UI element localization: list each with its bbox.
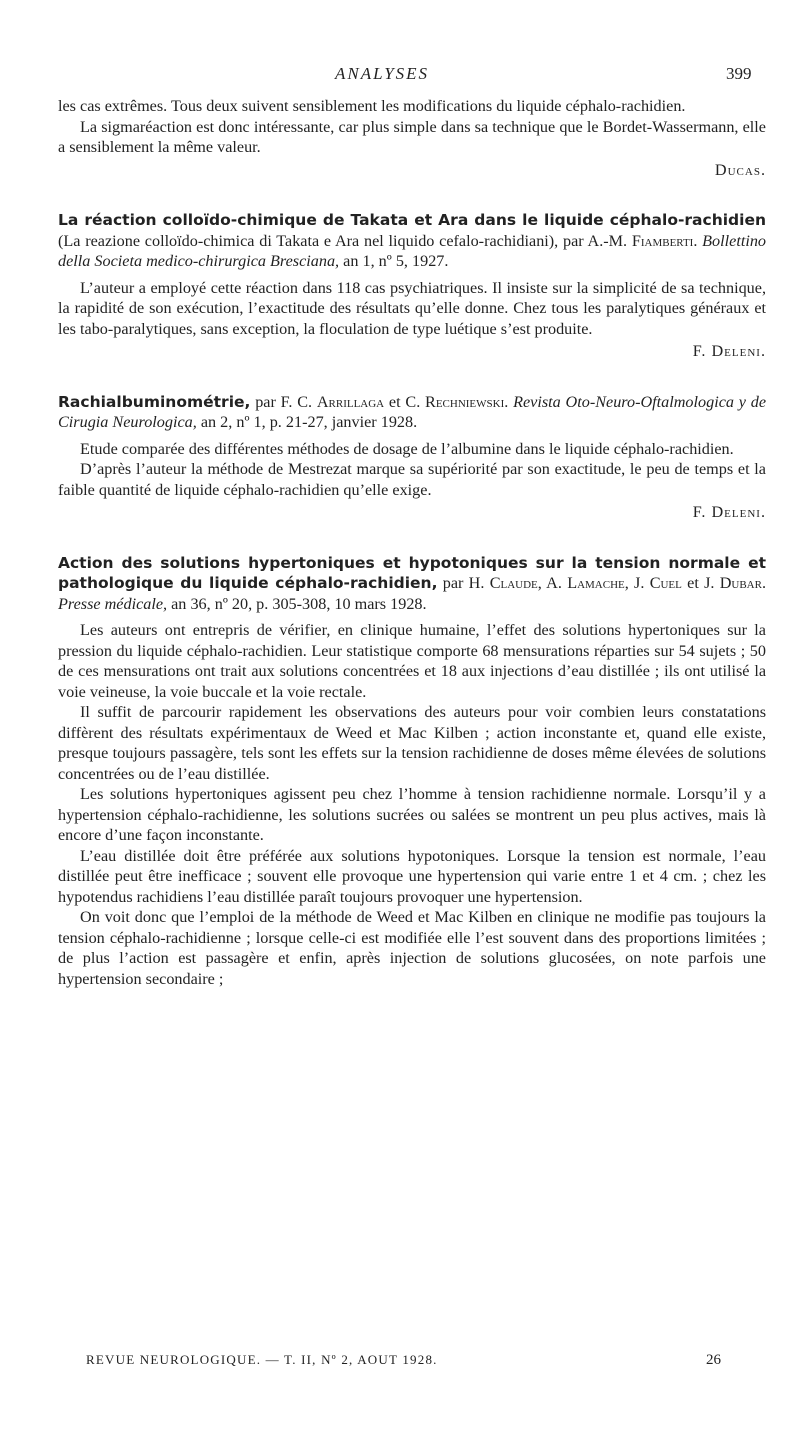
reference-text: par H.: [437, 574, 490, 592]
reference-text: an 1, nº 5, 1927.: [339, 252, 449, 270]
page-header: [0, 64, 800, 88]
paragraph: La sigmaréaction est donc intéressante, car plus simple dans sa technique que le Bordet-Wassermann, elle a sensiblement la même valeur.: [58, 117, 766, 156]
reference-text: et C.: [384, 392, 426, 411]
page-content: [58, 96, 766, 989]
author-name: Arrillaga: [316, 392, 385, 411]
signature: F. Deleni.: [692, 342, 766, 360]
paragraph: les cas extrêmes. Tous deux suivent sensiblement les modifications du liquide céphalo-rachidien.: [58, 97, 686, 115]
paragraph: Etude comparée des différentes méthodes de dosage de l’albumine dans le liquide céphalo-rachidien.: [80, 439, 734, 458]
running-title: ANALYSES: [335, 64, 430, 83]
reference-text: an 2, nº 1, p. 21-27, janvier 1928.: [196, 413, 418, 431]
printer-signature-mark: 26: [706, 1352, 721, 1368]
author-name: Cuel: [649, 574, 682, 592]
article-title: Action des solutions hypertoniques et hypotoniques sur la tension normale et pathologique du liquide céphalo-rachidien,: [58, 553, 766, 592]
article-solutions-hypertoniques: [58, 553, 766, 990]
author-name: Fiamberti: [631, 231, 694, 250]
article-title: Rachialbuminométrie,: [58, 392, 251, 411]
article-rachialbuminometrie: [58, 392, 766, 523]
author-name: Rechniewski: [425, 392, 505, 411]
paragraph: Les auteurs ont entrepris de vérifier, en clinique humaine, l’effet des solutions hypertoniques sur la pression du liquide céphalo-rachidien. Leur statistique comporte 68 mensurations réparties sur 54 sujets ; 50 de ces mensurations ont trait aux solutions concentrées et 18 aux injections d’eau distillée ; ils ont utilisé la voie veineuse, la voie buccale et la voie rectale.: [58, 621, 766, 701]
author-name: Lamache: [567, 574, 625, 592]
article-heading: [58, 392, 766, 433]
footer-journal-line: REVUE NEUROLOGIQUE. — T. II, Nº 2, AOUT 1928.: [86, 1352, 438, 1367]
signature: Ducas.: [714, 160, 766, 179]
page-number: 399: [726, 64, 752, 83]
journal-name: Bollettino della Societa medico-chirurgica Bresciana,: [58, 231, 767, 270]
article-heading: [58, 553, 766, 615]
reference-text: .: [761, 574, 767, 592]
paragraph: Il suffit de parcourir rapidement les observations des auteurs pour voir combien leurs constatations diffèrent des résultats expérimentaux de Weed et Mac Kilben ; action inconstante et, quand elle existe, presque toujours passagère, tels sont les effets sur la tension rachidienne de doses même élevées de solutions concentrées ou de l’eau distillée.: [58, 703, 766, 783]
continuation-section: [58, 96, 766, 180]
journal-name: Revista Oto-Neuro-Oftalmologica y de Cirugia Neurologica,: [58, 392, 767, 431]
reference-text: .: [504, 392, 514, 411]
paragraph: D’après l’auteur la méthode de Mestrezat marque sa supériorité par son exactitude, le peu de temps et la faible quantité de liquide céphalo-rachidien qu’elle exige.: [58, 460, 766, 499]
reference-text: (La reazione colloïdo-chimica di Takata e Ara nel liquido cefalo-rachidiani), par A.-M.: [58, 231, 632, 250]
article-title: La réaction colloïdo-chimique de Takata et Ara dans le liquide céphalo-rachidien: [58, 211, 766, 229]
journal-name: Presse médicale,: [58, 594, 168, 613]
reference-text: an 36, nº 20, p. 305-308, 10 mars 1928.: [167, 594, 427, 613]
article-heading: [58, 210, 766, 272]
reference-text: par F. C.: [250, 392, 317, 411]
reference-text: , J.: [624, 574, 650, 592]
signature: F. Deleni.: [692, 503, 766, 521]
paragraph: L’auteur a employé cette réaction dans 118 cas psychiatriques. Il insiste sur la simplicité de sa technique, la rapidité de son exécution, l’exactitude des résultats qu’elle donne. Chez tous les paralytiques généraux et les tabo-paralytiques, sans exception, la floculation de type luétique s’est produite.: [58, 278, 766, 338]
reference-text: , A.: [537, 574, 568, 592]
page-footer: [0, 1352, 800, 1374]
paragraph: On voit donc que l’emploi de la méthode de Weed et Mac Kilben en clinique ne modifie pas toujours la tension céphalo-rachidienne ; lorsque celle-ci est modifiée elle l’est souvent dans des proportions limitées ; de plus l’action est passagère et enfin, après injection de solutions glucosées, on note parfois une hypertension secondaire ;: [58, 908, 766, 988]
author-name: Claude: [489, 574, 538, 592]
paragraph: L’eau distillée doit être préférée aux solutions hypotoniques. Lorsque la tension est normale, l’eau distillée peut être inefficace ; souvent elle provoque une hypertension qui varie entre 1 et 4 cm. ; chez les hypotendus rachidiens l’eau distillée paraît toujours provoquer une hypertension.: [58, 846, 766, 906]
reference-text: et J.: [681, 574, 720, 592]
author-name: Dubar: [719, 574, 762, 592]
paragraph: Les solutions hypertoniques agissent peu chez l’homme à tension rachidienne normale. Lorsqu’il y a hypertension céphalo-rachidienne, les solutions sucrées ou salées se montrent un peu plus actives, mais là encore d’une façon inconstante.: [58, 785, 766, 844]
reference-text: .: [693, 231, 703, 250]
article-takata-ara: [58, 210, 766, 362]
